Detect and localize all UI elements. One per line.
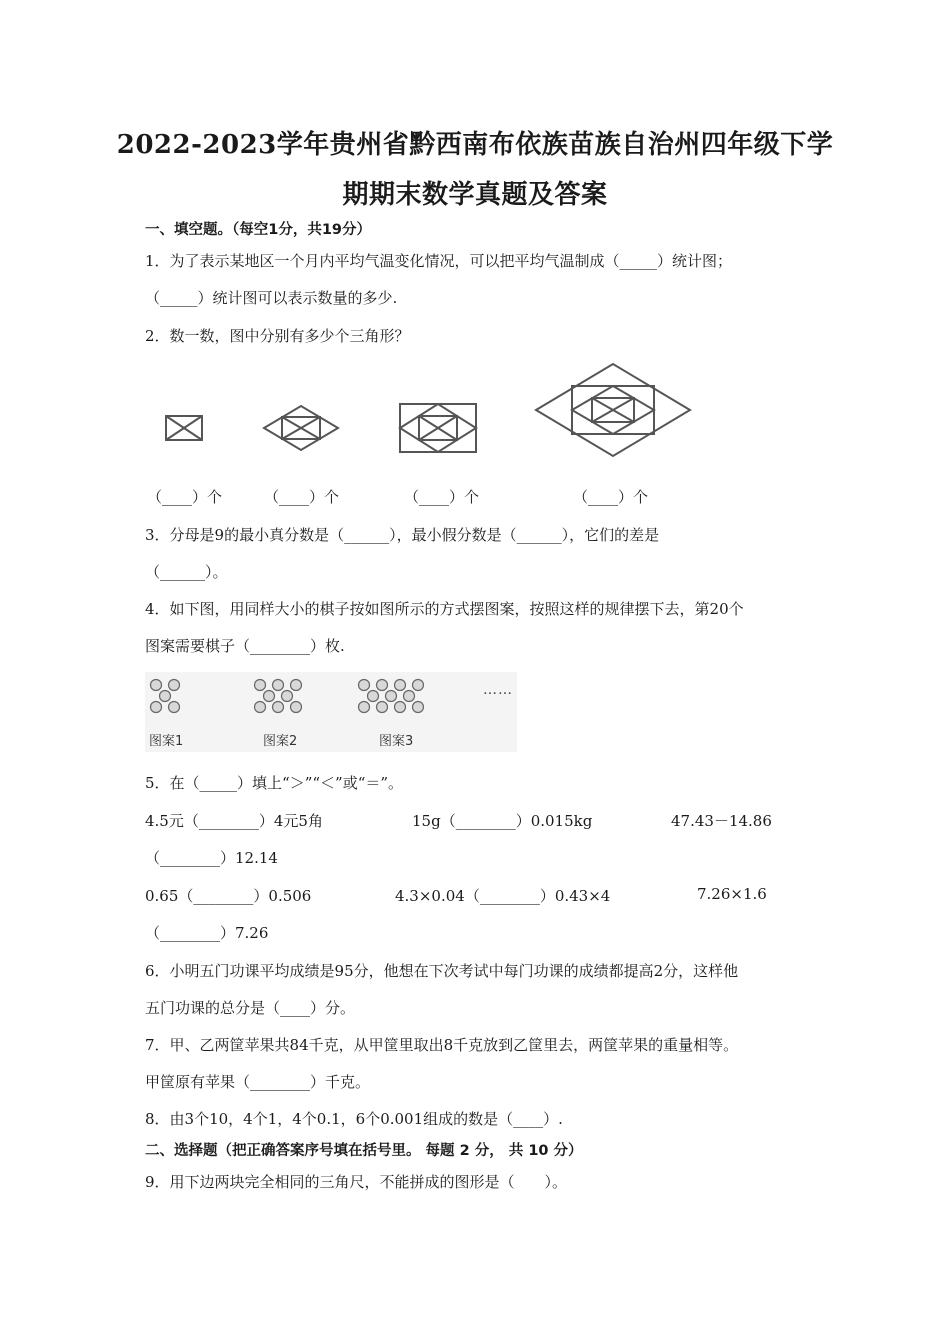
q1-line-1: 1．为了表示某地区一个月内平均气温变化情况，可以把平均气温制成（_____）统计图； xyxy=(145,252,733,270)
q5-item-3: 47.43－14.86 xyxy=(671,812,772,830)
q9-text: 9．用下边两块完全相同的三角尺，不能拼成的图形是（ ）。 xyxy=(145,1173,568,1191)
pattern-3-stones xyxy=(351,672,447,720)
document-title-line-2: 期期末数学真题及答案 xyxy=(342,180,608,210)
q7-line-1: 7．甲、乙两筐苹果共84千克，从甲筐里取出8千克放到乙筐里去，两筐苹果的重量相等。 xyxy=(145,1036,739,1054)
q5-item-3-cont: （________）12.14 xyxy=(145,849,278,867)
q5-item-6-cont: （________）7.26 xyxy=(145,924,269,942)
q4-pattern-figure xyxy=(145,672,517,752)
q5-item-4: 0.65（________）0.506 xyxy=(145,887,312,905)
q1-line-2: （_____）统计图可以表示数量的多少. xyxy=(145,289,398,307)
document-title-line-1: 2022-2023学年贵州省黔西南布依族苗族自治州四年级下学 xyxy=(116,130,834,160)
q2-blank-3: （____）个 xyxy=(404,488,480,506)
pattern-3-label: 图案3 xyxy=(379,734,414,749)
section-2-heading: 二、选择题（把正确答案序号填在括号里。 每题 2 分， 共 10 分） xyxy=(145,1143,583,1159)
q5-item-1: 4.5元（________）4元5角 xyxy=(145,812,323,830)
q2-figure-1 xyxy=(160,410,210,446)
q2-blank-4: （____）个 xyxy=(573,488,649,506)
q5-text: 5．在（_____）填上“＞”“＜”或“＝”。 xyxy=(145,774,404,792)
pattern-1-label: 图案1 xyxy=(149,734,184,749)
q7-line-2: 甲筐原有苹果（________）千克。 xyxy=(145,1073,371,1091)
q2-blank-1: （____）个 xyxy=(147,488,223,506)
q5-item-6: 7.26×1.6 xyxy=(697,885,767,903)
q4-line-2: 图案需要棋子（________）枚. xyxy=(145,637,345,655)
q2-figure-2 xyxy=(258,400,344,456)
q2-text: 2．数一数，图中分别有多少个三角形？ xyxy=(145,327,410,345)
q6-line-1: 6．小明五门功课平均成绩是95分，他想在下次考试中每门功课的成绩都提高2分，这样他 xyxy=(145,962,739,980)
q4-line-1: 4．如下图，用同样大小的棋子按如图所示的方式摆图案，按照这样的规律摆下去，第20个 xyxy=(145,600,744,618)
q3-line-1: 3．分母是9的最小真分数是（______），最小假分数是（______），它们的差是 xyxy=(145,526,660,544)
q2-figure-3 xyxy=(394,398,482,458)
section-1-heading: 一、填空题。（每空1分，共19分） xyxy=(145,222,372,238)
q3-line-2: （______）。 xyxy=(145,563,228,581)
pattern-1-stones xyxy=(145,672,205,720)
pattern-ellipsis: …… xyxy=(483,682,513,698)
pattern-2-stones xyxy=(247,672,327,720)
q2-figure-4 xyxy=(532,360,694,460)
q2-blank-2: （____）个 xyxy=(264,488,340,506)
q8-text: 8．由3个10，4个1，4个0.1，6个0.001组成的数是（____）. xyxy=(145,1110,563,1128)
q6-line-2: 五门功课的总分是（____）分。 xyxy=(145,999,356,1017)
q5-item-5: 4.3×0.04（________）0.43×4 xyxy=(395,887,611,905)
q5-item-2: 15g（________）0.015kg xyxy=(412,812,593,830)
pattern-2-label: 图案2 xyxy=(263,734,298,749)
